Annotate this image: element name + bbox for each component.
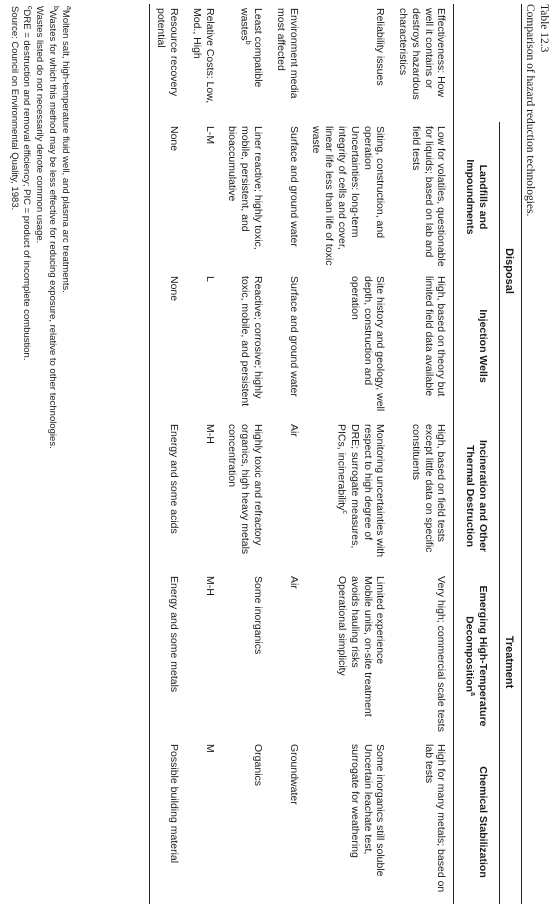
cell-line: Mobile units, on-site treatment avoids hauling risks <box>348 576 374 717</box>
cell-line: Possible building material <box>167 744 180 864</box>
group-spacer <box>499 4 521 122</box>
cell-line: Groundwater <box>287 744 300 805</box>
cell-line: Surface and ground water <box>287 276 300 397</box>
footnote-mark: a <box>65 6 72 10</box>
table-cell <box>306 272 393 420</box>
footnote-text: Molten salt, high-temperature fluid well, and plasma arc treatments. <box>59 9 71 293</box>
row-label-text: Relative Costs: Low, Mod., High <box>190 8 216 104</box>
table-cell <box>270 572 306 740</box>
footnote-text: Wastes listed do not necessarily denote common usage. <box>34 6 46 244</box>
column-header <box>454 572 499 740</box>
table-label: Table 12.3 <box>538 4 550 53</box>
table-cell <box>270 122 306 272</box>
cell-line: Siting, construction, and operation <box>361 126 387 239</box>
table-cell <box>150 572 186 740</box>
column-header-text: Incineration and Other Thermal Destruction <box>463 440 489 553</box>
row-label <box>222 4 270 122</box>
table-cell <box>222 740 270 904</box>
table-row <box>392 4 454 904</box>
cell-line: Organics <box>251 744 264 787</box>
cell-line: Air <box>287 424 300 437</box>
group-treatment: Treatment <box>499 420 521 904</box>
footnote-mark: c <box>26 6 34 10</box>
group-disposal: Disposal <box>499 122 521 420</box>
cell-line: Operational simplicity <box>335 576 348 676</box>
cell-line: Energy and some metals <box>167 576 180 693</box>
table-cell <box>392 572 454 740</box>
column-header-mark: a <box>468 691 476 696</box>
table-row <box>186 4 222 904</box>
group-header-row <box>499 4 521 904</box>
cell-line: Uncertain leachate test, surrogate for weathering <box>348 744 374 858</box>
row-label-text: Resource recovery potential <box>155 8 180 97</box>
cell-line: M-H <box>203 576 216 596</box>
row-label <box>186 4 222 122</box>
cell-line: Surface and ground water <box>287 126 300 247</box>
table-cell <box>150 740 186 904</box>
table-row <box>222 4 270 904</box>
cell-line: Low for volatiles, questionable for liquids; based on lab and field tests <box>409 126 448 267</box>
cell-line: L-M <box>203 126 216 145</box>
row-label-text: Effectiveness: How well it contains or destroys hazardous characteristics <box>397 8 448 100</box>
footnote-mark: b <box>51 6 59 10</box>
table-row <box>306 4 393 904</box>
row-label-text: Least compatible wastes <box>238 8 264 88</box>
table-cell <box>222 122 270 272</box>
footnote-text: Wastes for which this method may be less effective for reducing exposure, relative to other technologies. <box>46 9 58 449</box>
row-label <box>270 4 306 122</box>
column-header-text: Landfills and Impoundments <box>463 159 489 235</box>
table-cell <box>392 740 454 904</box>
cell-line: Some inorganics still soluble <box>374 744 387 877</box>
table-cell <box>186 122 222 272</box>
comparison-table <box>149 4 522 904</box>
cell-line: High, based on field tests except little data on specific constituents <box>409 424 448 553</box>
cell-line: None <box>167 276 180 302</box>
cell-line: M-H <box>203 424 216 444</box>
column-header-text: Emerging High-Temperature Decomposition <box>463 585 489 727</box>
cell-line: M <box>203 744 216 753</box>
column-header <box>454 272 499 420</box>
cell-line: L <box>203 276 216 282</box>
footnote-text: DRE = destruction and removal efficiency; PIC = product of incomplete combustion. <box>21 9 33 361</box>
column-header <box>454 122 499 272</box>
footnote <box>20 6 33 449</box>
row-label-text: Reliability issues <box>374 8 387 86</box>
column-header <box>454 4 499 122</box>
cell-line: Some inorganics <box>251 576 264 655</box>
table-cell <box>150 122 186 272</box>
cell-line: Liner reactive; highly toxic, mobile, persistent, and bioaccumulative <box>226 126 264 250</box>
cell-line: Highly toxic and refractory organics, high heavy metals concentration <box>226 424 264 555</box>
cell-line: Reactive; corrosive; highly toxic, mobile, and persistent <box>239 276 264 407</box>
footnote-text: Source: Council on Environmental Quality, 1983. <box>8 6 20 211</box>
cell-line: Air <box>287 576 300 589</box>
footnote <box>33 6 45 449</box>
table-cell <box>270 420 306 572</box>
table-cell <box>306 420 393 572</box>
table-cell <box>150 420 186 572</box>
row-label <box>306 4 393 122</box>
table-cell <box>222 572 270 740</box>
table-row <box>270 4 306 904</box>
table-caption <box>522 4 551 216</box>
column-header-text: Injection Wells <box>476 309 489 383</box>
cell-line: Very high; commercial scale tests <box>435 576 448 732</box>
footnote <box>59 6 72 449</box>
cell-line: Uncertainties: long-term integrity of cells and cover, linear life less than life of toxic waste <box>310 126 361 266</box>
column-header <box>454 420 499 572</box>
table-cell <box>306 122 393 272</box>
table-cell <box>392 420 454 572</box>
table-body <box>150 4 454 904</box>
table-cell <box>270 740 306 904</box>
table-cell <box>306 572 393 740</box>
row-label-mark: b <box>244 40 252 45</box>
column-header-text: Chemical Stabilization <box>476 766 489 878</box>
table-cell <box>186 420 222 572</box>
table-cell <box>150 272 186 420</box>
table-title: Comparison of hazard reduction technologies. <box>523 4 536 217</box>
table-cell <box>222 272 270 420</box>
cell-line: High for many metals; based on lab tests <box>422 744 448 893</box>
footnote <box>8 6 20 449</box>
table-cell <box>222 420 270 572</box>
row-label <box>150 4 186 122</box>
table-cell <box>392 122 454 272</box>
cell-line: Energy and some acids <box>167 424 180 534</box>
table-cell <box>186 272 222 420</box>
table-cell <box>186 740 222 904</box>
cell-line: Site history and geology, well depth, construction and operation <box>348 276 387 412</box>
cell-line: High, based on theory but limited field data available <box>422 276 448 397</box>
column-header <box>454 740 499 904</box>
cell-line: Limited experience <box>374 576 387 665</box>
cell-line: None <box>167 126 180 152</box>
cell-line: Monitoring uncertainties with respect to high degree of DRE; surrogate measures, PICs, incinerability$^c$ <box>335 424 387 558</box>
row-label-text: Environment media most affected <box>274 8 300 99</box>
table-cell <box>186 572 222 740</box>
table-cell <box>270 272 306 420</box>
table-row <box>150 4 186 904</box>
table-cell <box>392 272 454 420</box>
footnotes <box>8 6 72 449</box>
column-header-row <box>454 4 499 904</box>
table-cell <box>306 740 393 904</box>
cell-mark: c <box>340 510 348 514</box>
row-label <box>392 4 454 122</box>
footnote <box>45 6 58 449</box>
